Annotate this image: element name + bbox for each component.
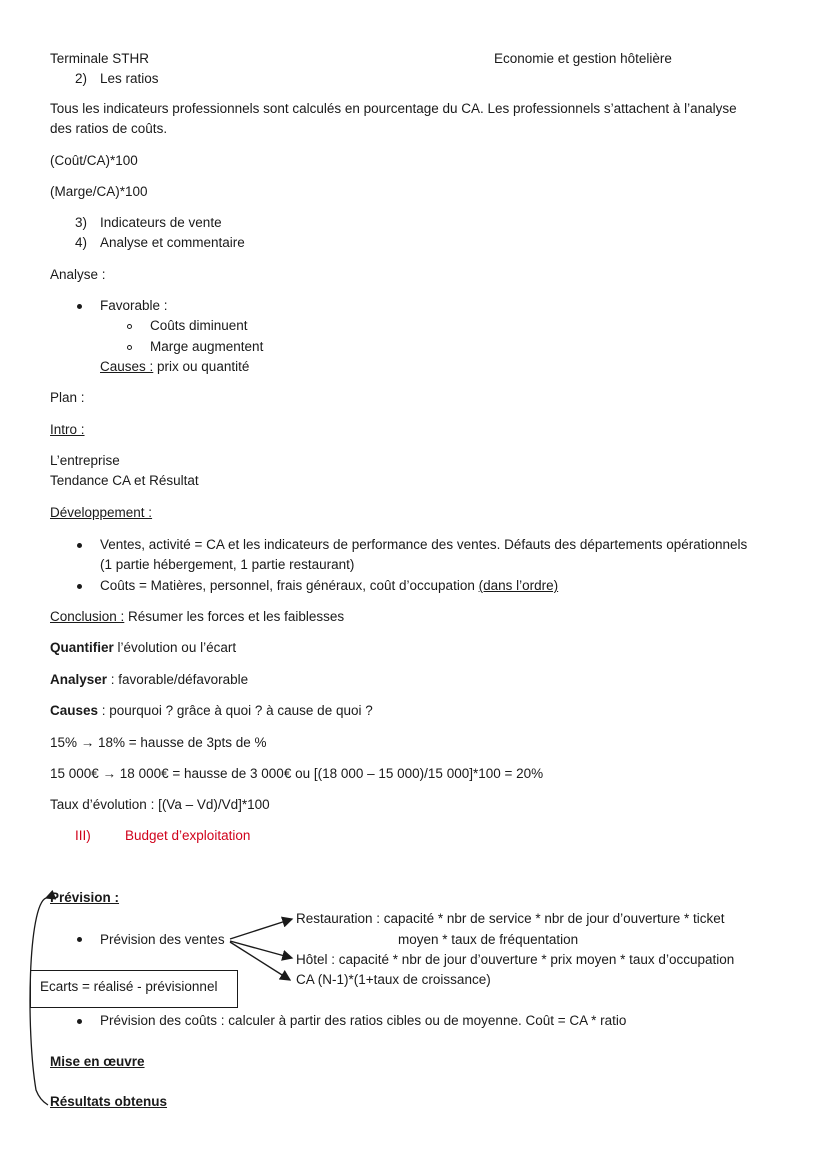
dev-item-ventes-line2: (1 partie hébergement, 1 partie restaurant) — [100, 557, 355, 572]
favorable-label: Favorable : — [100, 298, 168, 313]
causes-text: prix ou quantité — [153, 359, 250, 374]
step-quantifier-text: l’évolution ou l’écart — [113, 640, 237, 655]
section-3-title: Indicateurs de vente — [100, 215, 222, 230]
plan-label: Plan : — [50, 390, 85, 405]
analyse-label: Analyse : — [50, 267, 106, 282]
intro-paragraph-line2: des ratios de coûts. — [50, 121, 168, 136]
ecarts-text: Ecarts = réalisé - prévisionnel — [40, 979, 218, 994]
hotel-formula: Hôtel : capacité * nbr de jour d’ouverture * prix moyen * taux d’occupation — [296, 952, 735, 967]
dev-item-couts-order: (dans l’ordre) — [478, 578, 559, 593]
section-budget-title: Budget d’exploitation — [125, 828, 251, 843]
developpement-label: Développement : — [50, 505, 153, 520]
ca-n1-formula: CA (N-1)*(1+taux de croissance) — [296, 972, 491, 987]
restauration-formula-line1: Restauration : capacité * nbr de service * nbr de jour d’ouverture * ticket — [296, 911, 725, 926]
bullet-icon — [77, 1019, 82, 1024]
favorable-item-couts: Coûts diminuent — [150, 318, 248, 333]
example-percent: 15% → 18% = hausse de 3pts de % — [50, 735, 267, 750]
prevision-ventes: Prévision des ventes — [100, 932, 225, 947]
bullet-icon — [77, 937, 82, 942]
section-2-number: 2) — [75, 71, 88, 86]
section-4-number: 4) — [75, 235, 88, 250]
step-analyser-text: : favorable/défavorable — [107, 672, 249, 687]
step-quantifier-label: Quantifier — [50, 640, 114, 655]
intro-label: Intro : — [50, 422, 85, 437]
section-4-title: Analyse et commentaire — [100, 235, 245, 250]
section-3-number: 3) — [75, 215, 88, 230]
step-analyser-label: Analyser — [50, 672, 108, 687]
intro-paragraph-line1: Tous les indicateurs professionnels sont calculés en pourcentage du CA. Les professionnels s’attachent à l’analyse — [50, 101, 737, 116]
taux-evolution: Taux d’évolution : [(Va – Vd)/Vd]*100 — [50, 797, 270, 812]
dev-item-ventes-line1: Ventes, activité = CA et les indicateurs de performance des ventes. Défauts des départements opérationnels — [100, 537, 748, 552]
resultats-obtenus-label: Résultats obtenus — [50, 1094, 168, 1109]
dev-item-couts-text: Coûts = Matières, personnel, frais généraux, coût d’occupation — [100, 578, 479, 593]
step-causes-label: Causes — [50, 703, 99, 718]
header-left: Terminale STHR — [50, 51, 150, 66]
restauration-formula-line2: moyen * taux de fréquentation — [398, 932, 579, 947]
section-3-roman-number: III) — [75, 828, 91, 843]
formula-marge: (Marge/CA)*100 — [50, 184, 148, 199]
conclusion-label: Conclusion : — [50, 609, 125, 624]
intro-item-entreprise: L’entreprise — [50, 453, 120, 468]
mise-en-oeuvre-label: Mise en œuvre — [50, 1054, 145, 1069]
header-right: Economie et gestion hôtelière — [494, 51, 672, 66]
conclusion-text: Résumer les forces et les faiblesses — [124, 609, 345, 624]
intro-item-tendance: Tendance CA et Résultat — [50, 473, 199, 488]
prevision-couts: Prévision des coûts : calculer à partir des ratios cibles ou de moyenne. Coût = CA * ratio — [100, 1013, 627, 1028]
formula-cout: (Coût/CA)*100 — [50, 153, 138, 168]
prevision-label: Prévision : — [50, 890, 120, 905]
favorable-item-marge: Marge augmentent — [150, 339, 264, 354]
section-2-title: Les ratios — [100, 71, 159, 86]
example-euros: 15 000€ → 18 000€ = hausse de 3 000€ ou [(18 000 – 15 000)/15 000]*100 = 20% — [50, 766, 544, 781]
causes-label: Causes : — [100, 359, 154, 374]
step-causes-text: : pourquoi ? grâce à quoi ? à cause de quoi ? — [98, 703, 373, 718]
